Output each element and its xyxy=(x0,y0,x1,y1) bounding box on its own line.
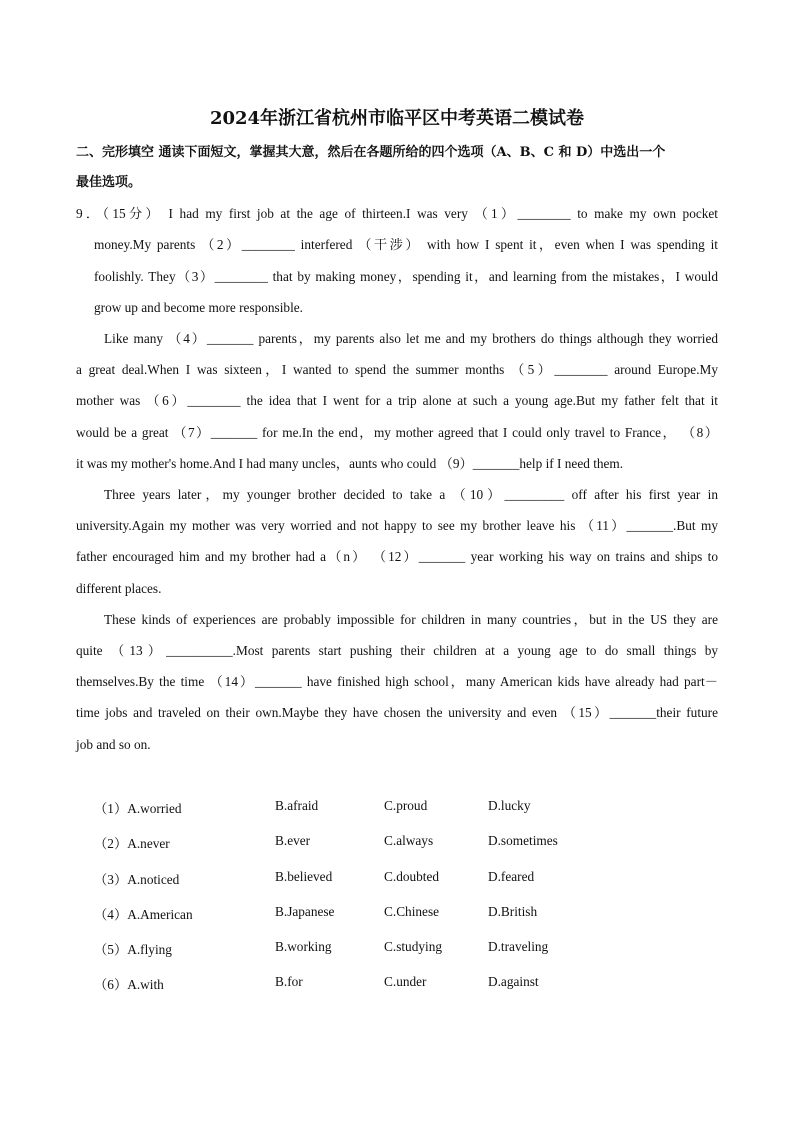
option-c: C.studying xyxy=(384,939,442,955)
passage-line-6: a great deal.When I was sixteen，I wanted to spend the summer months （5）________ around Europe.My xyxy=(76,362,718,377)
passage-line-15: quite （13）__________.Most parents start pushing their children at a young age to do small things by xyxy=(76,643,718,658)
option-row xyxy=(94,798,694,833)
page-title: 2024年浙江省杭州市临平区中考英语二模试卷 xyxy=(209,108,585,129)
option-b: B.ever xyxy=(275,833,311,849)
option-d: D.lucky xyxy=(488,798,531,813)
option-number: （3） xyxy=(94,871,128,887)
section-instruction-line1: 二、完形填空 通读下面短文，掌握其大意，然后在各题所给的四个选项（A、B、C 和 D）中选出一个 xyxy=(76,145,666,160)
passage-line-1: 9．（15分） I had my first job at the age of thirteen.I was very （1）________ to make my own pocket xyxy=(76,206,718,221)
option-a xyxy=(94,833,170,852)
option-b: B.for xyxy=(275,974,303,990)
option-number: （6） xyxy=(94,977,128,993)
option-row xyxy=(94,974,694,1009)
option-d: D.feared xyxy=(488,868,535,884)
option-row xyxy=(94,904,694,939)
option-a-text: A.flying xyxy=(127,942,172,958)
option-d: D.traveling xyxy=(488,939,549,955)
option-a xyxy=(94,939,172,958)
option-d: D.sometimes xyxy=(488,833,558,849)
passage-line-9: it was my mother's home.And I had many uncles，aunts who could （9）_______help if I need them. xyxy=(76,456,624,471)
passage-line-14: These kinds of experiences are probably impossible for children in many countries，but in the US they are xyxy=(104,612,718,627)
option-row xyxy=(94,833,694,868)
option-c: C.proud xyxy=(384,798,428,813)
passage-line-11: university.Again my mother was very worried and not happy to see my brother leave his （11）_______.But my xyxy=(76,518,718,533)
option-number: （5） xyxy=(94,942,128,958)
option-d: D.British xyxy=(488,903,538,919)
passage-line-8: would be a great （7）_______ for me.In the end，my mother agreed that I could only travel to France， （8） xyxy=(76,425,718,440)
passage-line-3: foolishly. They（3）________ that by making money，spending it，and learning from the mistakes，I would xyxy=(94,269,718,284)
section-instruction-line2: 最佳选项。 xyxy=(76,175,142,190)
option-c: C.Chinese xyxy=(384,903,440,919)
option-a xyxy=(94,869,179,888)
option-a-text: A.with xyxy=(127,977,164,993)
option-number: （2） xyxy=(94,836,128,852)
option-a-text: A.worried xyxy=(127,801,182,816)
option-c: C.always xyxy=(384,833,434,849)
option-a xyxy=(94,974,164,993)
option-row xyxy=(94,869,694,904)
passage-line-17: time jobs and traveled on their own.Maybe they have chosen the university and even （15）_______their future xyxy=(76,705,718,720)
option-number: （1） xyxy=(94,801,128,816)
option-a-text: A.American xyxy=(127,906,193,922)
section-instruction xyxy=(76,138,718,198)
passage-line-10: Three years later，my younger brother decided to take a （10）_________ off after his first year in xyxy=(104,487,718,502)
option-b: B.Japanese xyxy=(275,903,335,919)
option-a-text: A.never xyxy=(127,836,170,852)
option-a xyxy=(94,904,193,923)
option-b: B.believed xyxy=(275,868,333,884)
option-c: C.doubted xyxy=(384,868,440,884)
passage-line-4: grow up and become more responsible. xyxy=(94,300,303,315)
option-d: D.against xyxy=(488,974,539,990)
passage-line-18: job and so on. xyxy=(76,737,151,752)
passage-line-2: money.My parents （2）________ interfered （干涉） with how I spent it，even when I was spending it xyxy=(94,237,718,252)
passage-line-12: father encouraged him and my brother had a（n） （12）_______ year working his way on trains and ships to xyxy=(76,549,718,564)
option-b: B.afraid xyxy=(275,798,319,813)
option-c: C.under xyxy=(384,974,427,990)
option-a-text: A.noticed xyxy=(127,871,180,887)
passage-line-16: themselves.By the time （14）_______ have finished high school，many American kids have already had part－ xyxy=(76,674,718,689)
option-number: （4） xyxy=(94,906,128,922)
option-a xyxy=(94,798,182,817)
passage-line-5: Like many （4）_______ parents，my parents also let me and my brothers do things although they worried xyxy=(104,331,718,346)
passage-line-13: different places. xyxy=(76,581,162,596)
options-list xyxy=(94,798,694,1010)
option-row xyxy=(94,939,694,974)
option-b: B.working xyxy=(275,939,332,955)
passage-line-7: mother was （6）________ the idea that I went for a trip alone at such a young age.But my father felt that it xyxy=(76,393,718,408)
